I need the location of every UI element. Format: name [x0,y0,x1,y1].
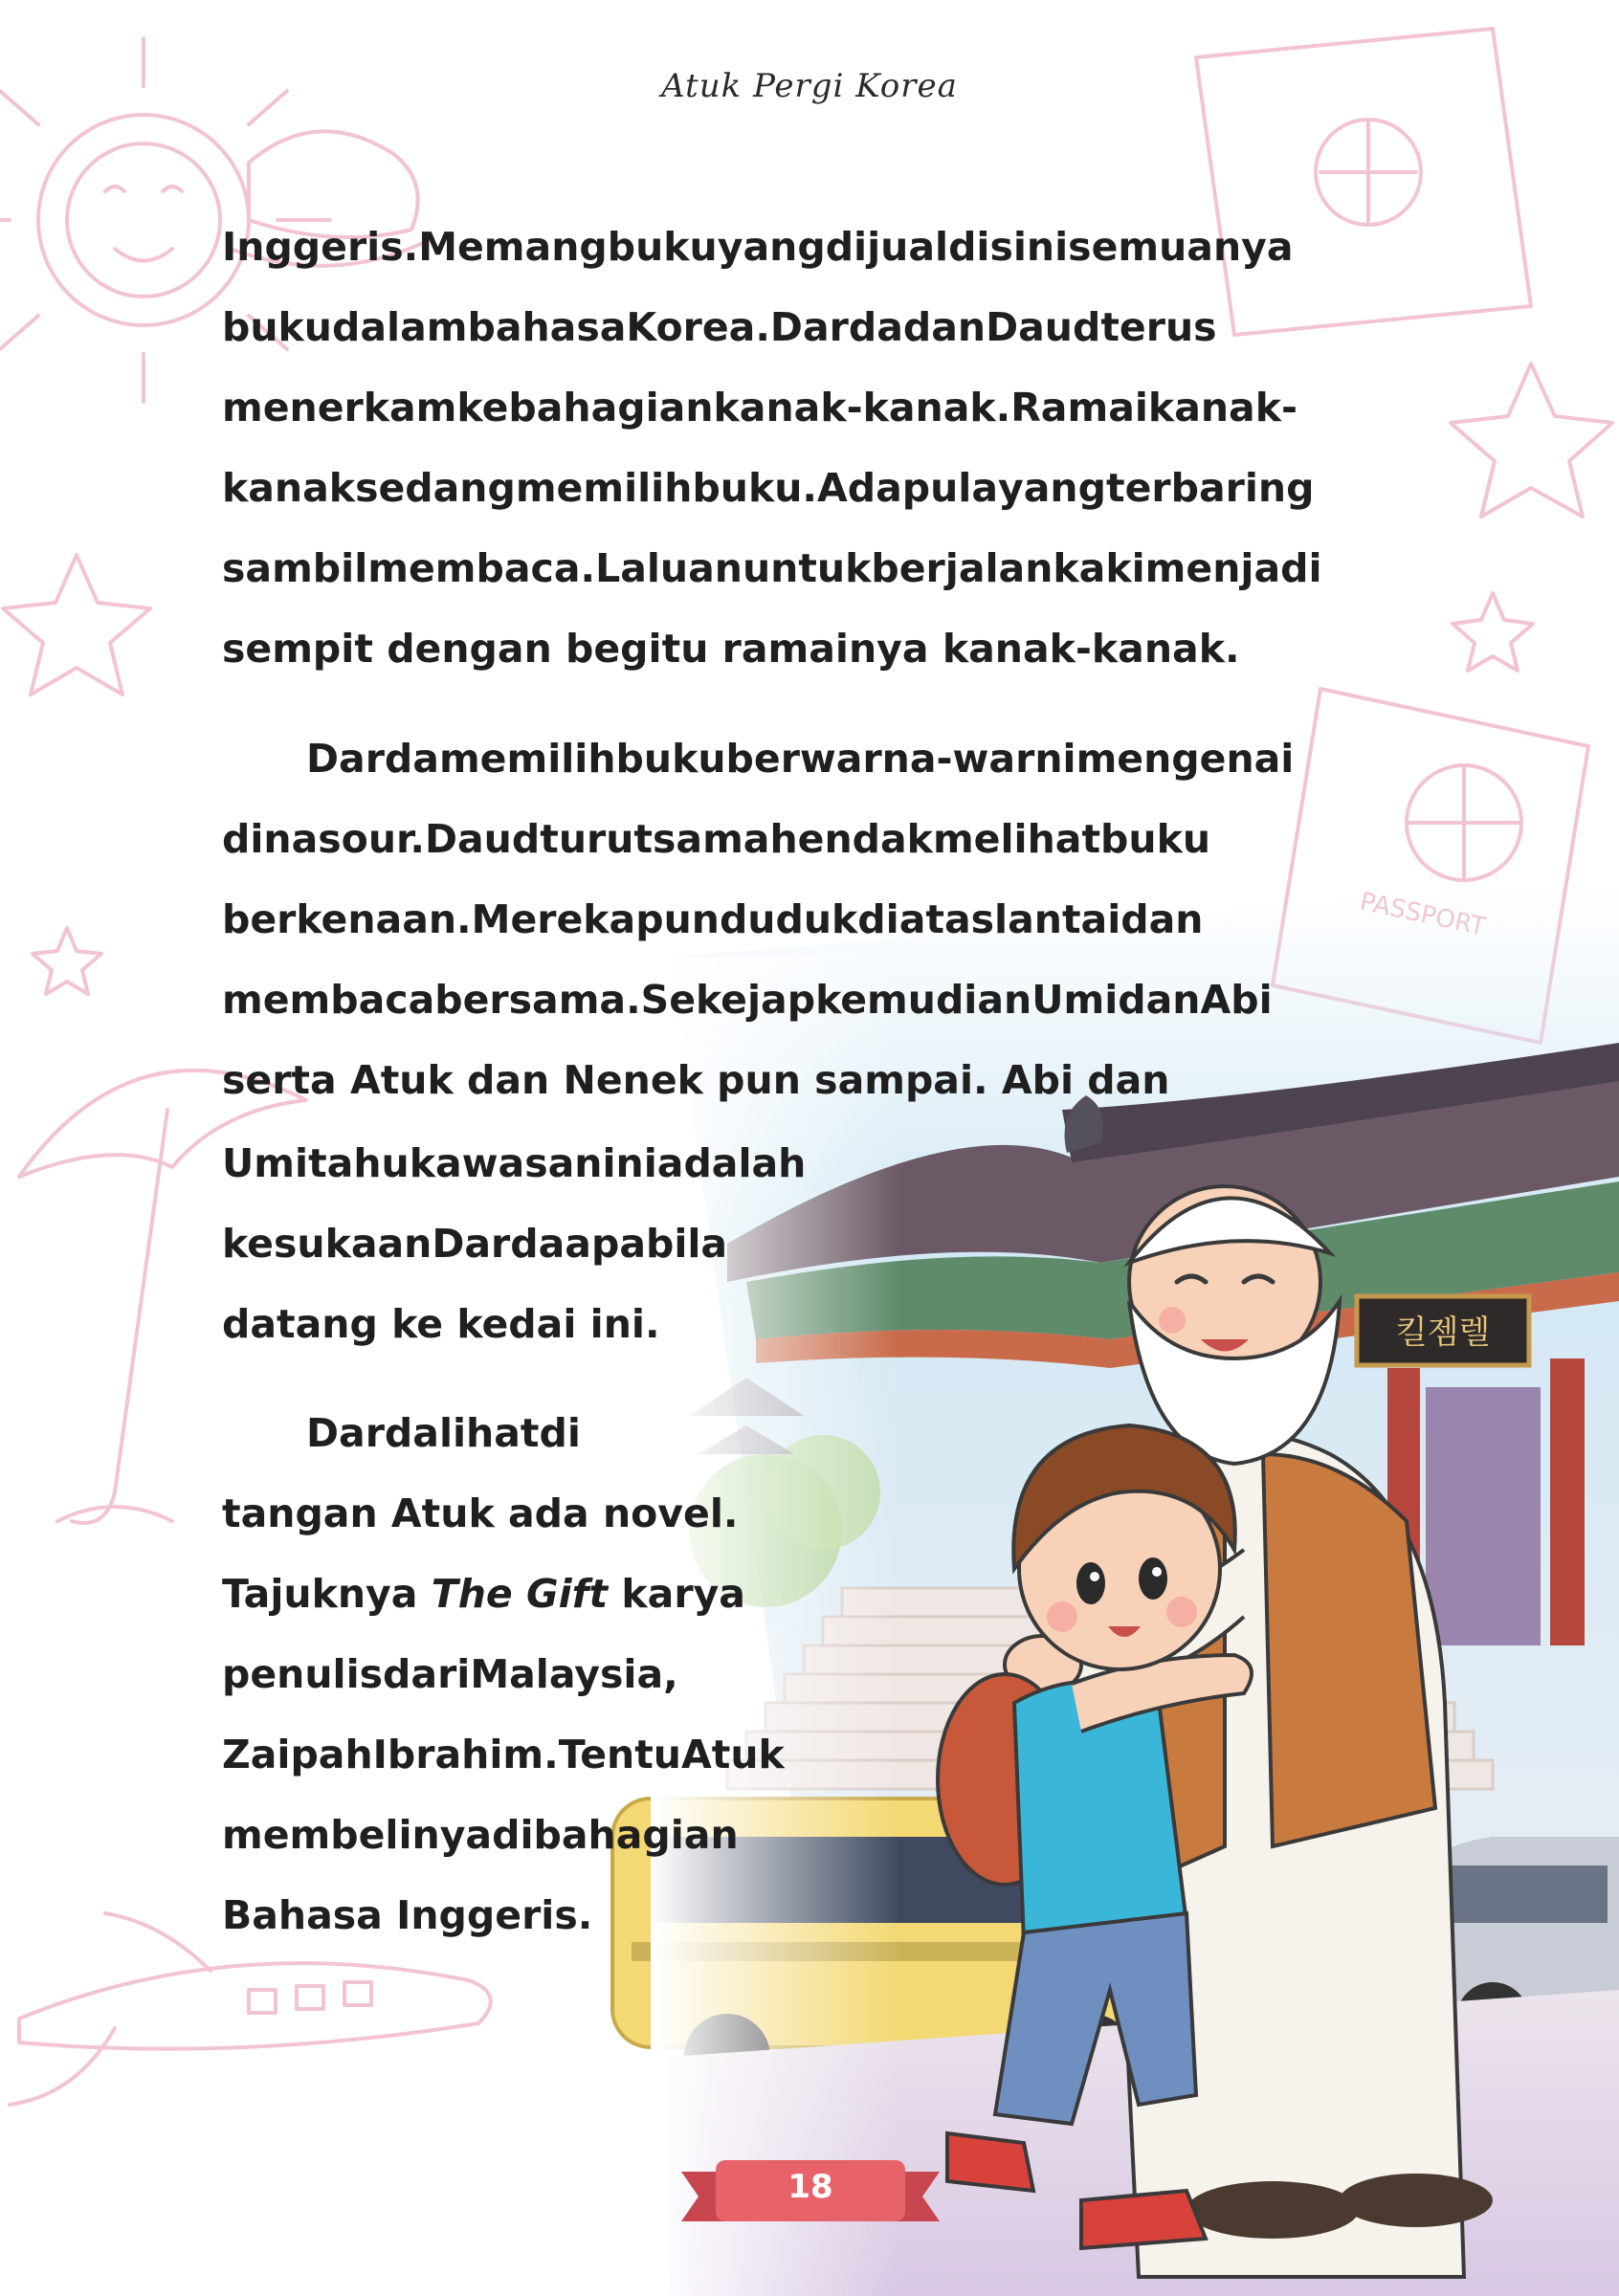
word: melihat [932,816,1101,862]
word: berjalan [871,545,1053,591]
word: Inggeris. [222,224,419,270]
word: ini [602,1140,657,1186]
word: untuk [742,545,872,591]
paragraph-line [222,1203,806,1284]
word: bahagian [533,1812,739,1858]
paragraph-line [222,1123,913,1203]
paragraph-4 [222,1393,892,1955]
running-header: Atuk Pergi Korea [661,67,958,105]
word: atas [898,896,995,942]
word: di [492,1812,534,1858]
paragraph-line [222,1634,798,1714]
word: Umi [1031,977,1119,1023]
paragraph-line [222,1393,811,1473]
word: Daud [986,304,1101,350]
word: Korea. [626,304,770,350]
word: kemudian [815,977,1032,1023]
word: menerkam [222,385,457,430]
paragraph-line: serta Atuk dan Nenek pun sampai. Abi dan [222,1057,1170,1103]
word: buku [1100,816,1211,862]
word: dari [383,1651,471,1697]
word: tahu [308,1140,410,1186]
paragraph-line [222,1554,892,1634]
word: hendak [769,816,933,862]
word: pula [901,465,999,511]
word: sedang [355,465,516,511]
word: sini [989,224,1069,270]
paragraph-line [222,207,1393,287]
paragraph-line [222,799,1393,879]
word: membaca [222,977,435,1023]
paragraph-line [222,960,1393,1040]
word: Ada [817,465,902,511]
word: pun [635,896,720,942]
word: adalah [656,1140,807,1186]
word: Darda [432,1221,566,1267]
word: kanak [222,465,356,511]
word: apabila [565,1221,728,1267]
word: Tentu [558,1732,681,1777]
word: kanak-kanak. [713,385,1011,430]
paragraph-line: tangan Atuk ada novel. [222,1490,739,1536]
text-fragment: karya [621,1571,745,1617]
page-number: 18 [787,2168,833,2206]
word: memilih [438,736,616,782]
word: Sekejap [640,977,816,1023]
book-title-italic: The Gift [431,1571,609,1617]
word: semuanya [1068,224,1294,270]
word: bahasa [467,304,627,350]
word: terus [1100,304,1217,350]
paragraph-line [222,879,1393,960]
paragraph-line: Bahasa Inggeris. [222,1892,593,1938]
word: berkenaan. [222,896,472,942]
word: di [539,1410,581,1456]
word: kawasan [409,1140,603,1186]
word: di [857,896,899,942]
temple-sign-text: 킬젬렐 [1395,1314,1491,1352]
text-fragment: Tajuknya [222,1571,418,1617]
word: bahagian [508,385,714,430]
word: dan [902,304,987,350]
word: Atuk [681,1732,785,1777]
word: sambil [222,545,368,591]
word: membaca. [367,545,596,591]
word: Laluan [595,545,743,591]
word: terbaring [1105,465,1315,511]
word: Abi [1200,977,1273,1023]
paragraph-line [222,718,1393,799]
word: Ibrahim. [372,1732,559,1777]
word: dan [1120,896,1204,942]
word: Umi [222,1140,309,1186]
word: Ramai [1010,385,1148,430]
word: Darda [769,304,903,350]
paragraph-line [222,1795,886,1875]
word: sama [653,816,770,862]
word: Daud [424,816,541,862]
paragraph-line [222,367,1393,448]
word: dan [1118,977,1201,1023]
word: berwarna-warni [725,736,1076,782]
word: mengenai [1076,736,1295,782]
paragraph-3 [222,1123,911,1364]
word: Zaipah [222,1732,373,1777]
word: dalam [332,304,468,350]
word: Memang [418,224,608,270]
word: dinasour. [222,816,425,862]
paragraph-2 [222,718,1393,1120]
paragraph-line: sempit dengan begitu ramainya kanak-kanak. [222,626,1240,672]
word: Darda [306,736,439,782]
word: menjadi [1144,545,1322,591]
word: memilih [515,465,693,511]
word: penulis [222,1651,384,1697]
word: buku [615,736,726,782]
word: lihat [438,1410,540,1456]
word: turut [540,816,654,862]
word: buku [222,304,332,350]
paragraph-line [222,287,1393,367]
word: Mereka [471,896,636,942]
word: buku. [692,465,818,511]
word: dijual [825,224,949,270]
paragraph-1 [222,207,1393,689]
word: yang [717,224,826,270]
word: ke [456,385,509,430]
word: duduk [719,896,858,942]
word: kesukaan [222,1221,432,1267]
word: yang [998,465,1106,511]
paragraph-line: datang ke kedai ini. [222,1301,660,1347]
word: kaki [1053,545,1145,591]
paragraph-line [222,448,1393,528]
word: kanak- [1147,385,1297,430]
word: membelinya [222,1812,493,1858]
word: Darda [306,1410,439,1456]
word: lantai [994,896,1121,942]
word: bersama. [434,977,641,1023]
word: di [948,224,990,270]
word: buku [607,224,718,270]
paragraph-line [222,528,1393,608]
paragraph-line [222,1714,834,1795]
word: Malaysia, [470,1651,678,1697]
